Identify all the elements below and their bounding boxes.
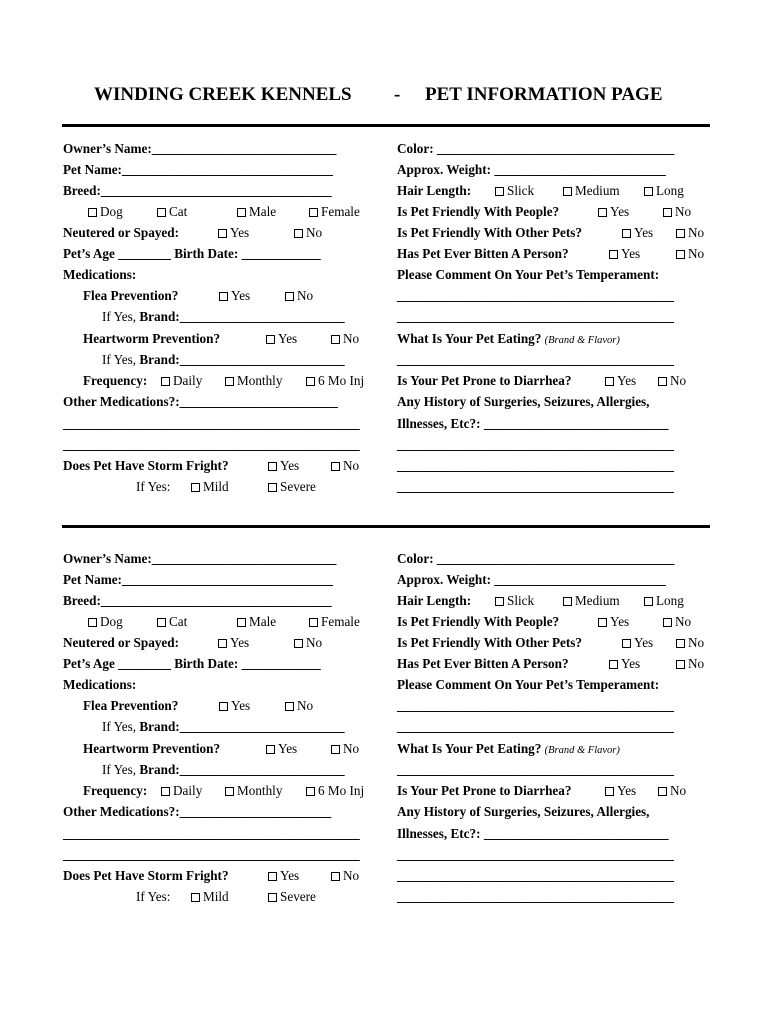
color-field[interactable]: Color: ____________________________________ <box>397 551 675 566</box>
eating-label <box>397 331 620 349</box>
middle-rule <box>62 525 710 528</box>
neutered-no-checkbox[interactable] <box>294 225 322 241</box>
checkbox-icon[interactable] <box>237 208 246 217</box>
checkbox-icon[interactable] <box>306 377 315 386</box>
illnesses-field[interactable]: Illnesses, Etc?: ____________________________ <box>397 826 669 841</box>
checkbox-icon[interactable] <box>309 208 318 217</box>
monthly-label: Monthly <box>237 783 283 798</box>
brand-label: Brand: <box>139 352 180 367</box>
checkbox-icon[interactable] <box>658 787 667 796</box>
checkbox-icon[interactable] <box>658 377 667 386</box>
blank-line[interactable]: _____________________________________________ <box>63 826 360 841</box>
checkbox-icon[interactable] <box>605 787 614 796</box>
checkbox-icon[interactable] <box>191 483 200 492</box>
if-yes-label: If Yes, <box>102 762 140 777</box>
no-label: No <box>688 225 705 240</box>
neutered-no-checkbox[interactable] <box>294 635 322 651</box>
eating-question: What Is Your Pet Eating? <box>397 331 542 346</box>
eating-note: (Brand & Flavor) <box>544 335 620 346</box>
checkbox-icon[interactable] <box>237 618 246 627</box>
blank-line[interactable]: _____________________________________________ <box>63 437 360 452</box>
checkbox-icon[interactable] <box>331 462 340 471</box>
checkbox-icon[interactable] <box>157 208 166 217</box>
heartworm-no-checkbox[interactable] <box>331 331 359 347</box>
mild-label: Mild <box>203 479 229 494</box>
cat-label: Cat <box>169 614 188 629</box>
brand-line[interactable]: _________________________ <box>179 719 345 734</box>
blank-line[interactable]: __________________________________________ <box>397 762 674 777</box>
hair-length-label: Hair Length: <box>397 593 472 608</box>
checkbox-icon[interactable] <box>219 702 228 711</box>
daily-label: Daily <box>173 783 203 798</box>
heartworm-yes-checkbox[interactable] <box>266 741 297 757</box>
checkbox-icon[interactable] <box>268 462 277 471</box>
medications-label: Medications: <box>63 267 137 282</box>
brand-label: Brand: <box>139 309 180 324</box>
pet-name-field[interactable]: Pet Name:________________________________ <box>63 162 333 177</box>
slick-label: Slick <box>507 593 535 608</box>
history-label: Any History of Surgeries, Seizures, Allergies, <box>397 804 650 819</box>
checkbox-icon[interactable] <box>218 229 227 238</box>
checkbox-icon[interactable] <box>266 335 275 344</box>
yes-label: Yes <box>230 635 250 650</box>
if-yes-label: If Yes, <box>102 352 140 367</box>
no-label: No <box>297 288 314 303</box>
blank-line[interactable]: __________________________________________ <box>397 698 674 713</box>
checkbox-icon[interactable] <box>294 639 303 648</box>
checkbox-icon[interactable] <box>218 639 227 648</box>
other-meds-field[interactable]: Other Medications?:________________________ <box>63 394 338 409</box>
checkbox-icon[interactable] <box>88 618 97 627</box>
yes-label: Yes <box>610 614 630 629</box>
bitten-label: Has Pet Ever Bitten A Person? <box>397 246 569 261</box>
blank-line[interactable]: __________________________________________ <box>397 458 674 473</box>
female-checkbox[interactable] <box>309 204 360 220</box>
storm-yes-checkbox[interactable] <box>268 868 299 884</box>
checkbox-icon[interactable] <box>268 872 277 881</box>
flea-brand-field[interactable] <box>102 309 345 325</box>
daily-label: Daily <box>173 373 203 388</box>
long-label: Long <box>656 183 684 198</box>
friendly-pets-yes-checkbox[interactable] <box>622 635 653 651</box>
neutered-yes-checkbox[interactable] <box>218 635 249 651</box>
no-label: No <box>688 656 705 671</box>
flea-yes-checkbox[interactable] <box>219 698 250 714</box>
eating-question: What Is Your Pet Eating? <box>397 741 542 756</box>
owner-name-field[interactable]: Owner’s Name:____________________________ <box>63 141 337 156</box>
frequency-label: Frequency: <box>83 783 148 798</box>
yes-label: Yes <box>634 635 654 650</box>
yes-label: Yes <box>278 331 298 346</box>
blank-line[interactable]: __________________________________________ <box>397 479 674 494</box>
yes-label: Yes <box>280 458 300 473</box>
checkbox-icon[interactable] <box>676 639 685 648</box>
female-checkbox[interactable] <box>309 614 360 630</box>
checkbox-icon[interactable] <box>266 745 275 754</box>
slick-checkbox[interactable] <box>495 183 534 199</box>
pet-form-1 <box>0 141 770 521</box>
storm-no-checkbox[interactable] <box>331 868 359 884</box>
dog-checkbox[interactable] <box>88 614 123 630</box>
checkbox-icon[interactable] <box>161 377 170 386</box>
mild-label: Mild <box>203 889 229 904</box>
checkbox-icon[interactable] <box>285 292 294 301</box>
yes-label: Yes <box>621 656 641 671</box>
severe-label: Severe <box>280 479 316 494</box>
brand-line[interactable]: _________________________ <box>179 309 345 324</box>
storm-if-yes-label: If Yes: <box>136 889 171 904</box>
checkbox-icon[interactable] <box>331 872 340 881</box>
yes-label: Yes <box>617 783 637 798</box>
checkbox-icon[interactable] <box>598 618 607 627</box>
heartworm-label: Heartworm Prevention? <box>83 331 221 346</box>
checkbox-icon[interactable] <box>644 597 653 606</box>
checkbox-icon[interactable] <box>157 618 166 627</box>
yes-label: Yes <box>278 741 298 756</box>
checkbox-icon[interactable] <box>676 250 685 259</box>
pet-name-field[interactable]: Pet Name:________________________________ <box>63 572 333 587</box>
medium-checkbox[interactable] <box>563 183 620 199</box>
checkbox-icon[interactable] <box>306 787 315 796</box>
friendly-people-no-checkbox[interactable] <box>663 204 691 220</box>
mild-checkbox[interactable] <box>191 889 229 905</box>
daily-checkbox[interactable] <box>161 373 202 389</box>
checkbox-icon[interactable] <box>285 702 294 711</box>
checkbox-icon[interactable] <box>676 660 685 669</box>
slick-label: Slick <box>507 183 535 198</box>
kennel-name: WINDING CREEK KENNELS <box>94 84 352 105</box>
checkbox-icon[interactable] <box>622 229 631 238</box>
diarrhea-label: Is Your Pet Prone to Diarrhea? <box>397 373 572 388</box>
medium-label: Medium <box>575 183 620 198</box>
weight-field[interactable]: Approx. Weight: __________________________ <box>397 162 666 177</box>
blank-line[interactable]: __________________________________________ <box>397 868 674 883</box>
checkbox-icon[interactable] <box>219 292 228 301</box>
temperament-label: Please Comment On Your Pet’s Temperament: <box>397 677 660 692</box>
flea-label: Flea Prevention? <box>83 288 179 303</box>
medications-label: Medications: <box>63 677 137 692</box>
six-mo-checkbox[interactable] <box>306 783 364 799</box>
friendly-pets-no-checkbox[interactable] <box>676 635 704 651</box>
checkbox-icon[interactable] <box>563 597 572 606</box>
monthly-checkbox[interactable] <box>225 783 282 799</box>
checkbox-icon[interactable] <box>309 618 318 627</box>
six-mo-checkbox[interactable] <box>306 373 364 389</box>
checkbox-icon[interactable] <box>268 483 277 492</box>
friendly-people-label: Is Pet Friendly With People? <box>397 204 560 219</box>
checkbox-icon[interactable] <box>268 893 277 902</box>
page-title <box>62 84 712 112</box>
dog-label: Dog <box>100 614 123 629</box>
heartworm-brand-field[interactable] <box>102 762 345 778</box>
checkbox-icon[interactable] <box>225 377 234 386</box>
no-label: No <box>675 204 692 219</box>
checkbox-icon[interactable] <box>495 597 504 606</box>
medium-label: Medium <box>575 593 620 608</box>
no-label: No <box>670 373 687 388</box>
bitten-no-checkbox[interactable] <box>676 246 704 262</box>
cat-checkbox[interactable] <box>157 614 187 630</box>
breed-field[interactable]: Breed:___________________________________ <box>63 183 332 198</box>
age-birthdate-field[interactable]: Pet’s Age ________ Birth Date: ____________ <box>63 656 321 671</box>
flea-yes-checkbox[interactable] <box>219 288 250 304</box>
hair-length-label: Hair Length: <box>397 183 472 198</box>
blank-line[interactable]: __________________________________________ <box>397 309 674 324</box>
long-label: Long <box>656 593 684 608</box>
diarrhea-yes-checkbox[interactable] <box>605 373 636 389</box>
checkbox-icon[interactable] <box>676 229 685 238</box>
blank-line[interactable]: __________________________________________ <box>397 719 674 734</box>
medium-checkbox[interactable] <box>563 593 620 609</box>
female-label: Female <box>321 204 360 219</box>
female-label: Female <box>321 614 360 629</box>
checkbox-icon[interactable] <box>663 618 672 627</box>
yes-label: Yes <box>231 288 251 303</box>
blank-line[interactable]: __________________________________________ <box>397 847 674 862</box>
color-field[interactable]: Color: ____________________________________ <box>397 141 675 156</box>
checkbox-icon[interactable] <box>88 208 97 217</box>
flea-brand-field[interactable] <box>102 719 345 735</box>
storm-fright-label: Does Pet Have Storm Fright? <box>63 868 229 883</box>
weight-field[interactable]: Approx. Weight: __________________________ <box>397 572 666 587</box>
male-label: Male <box>249 204 277 219</box>
yes-label: Yes <box>617 373 637 388</box>
checkbox-icon[interactable] <box>563 187 572 196</box>
checkbox-icon[interactable] <box>225 787 234 796</box>
male-label: Male <box>249 614 277 629</box>
cat-label: Cat <box>169 204 188 219</box>
heartworm-brand-field[interactable] <box>102 352 345 368</box>
illnesses-field[interactable]: Illnesses, Etc?: ____________________________ <box>397 416 669 431</box>
male-checkbox[interactable] <box>237 614 276 630</box>
age-birthdate-field[interactable]: Pet’s Age ________ Birth Date: ____________ <box>63 246 321 261</box>
no-label: No <box>688 635 705 650</box>
if-yes-label: If Yes, <box>102 309 140 324</box>
blank-line[interactable]: __________________________________________ <box>397 437 674 452</box>
diarrhea-yes-checkbox[interactable] <box>605 783 636 799</box>
slick-checkbox[interactable] <box>495 593 534 609</box>
heartworm-label: Heartworm Prevention? <box>83 741 221 756</box>
six-mo-label: 6 Mo Inj <box>318 783 365 798</box>
top-rule <box>62 124 710 127</box>
friendly-people-yes-checkbox[interactable] <box>598 204 629 220</box>
yes-label: Yes <box>634 225 654 240</box>
daily-checkbox[interactable] <box>161 783 202 799</box>
checkbox-icon[interactable] <box>331 335 340 344</box>
blank-line[interactable]: __________________________________________ <box>397 889 674 904</box>
no-label: No <box>675 614 692 629</box>
neutered-yes-checkbox[interactable] <box>218 225 249 241</box>
bitten-yes-checkbox[interactable] <box>609 656 640 672</box>
long-checkbox[interactable] <box>644 183 684 199</box>
checkbox-icon[interactable] <box>609 250 618 259</box>
checkbox-icon[interactable] <box>663 208 672 217</box>
no-label: No <box>688 246 705 261</box>
no-label: No <box>306 225 323 240</box>
checkbox-icon[interactable] <box>331 745 340 754</box>
bitten-yes-checkbox[interactable] <box>609 246 640 262</box>
severe-checkbox[interactable] <box>268 889 316 905</box>
no-label: No <box>306 635 323 650</box>
pet-form-2 <box>0 551 770 931</box>
dog-checkbox[interactable] <box>88 204 123 220</box>
eating-note: (Brand & Flavor) <box>544 745 620 756</box>
history-label: Any History of Surgeries, Seizures, Allergies, <box>397 394 650 409</box>
blank-line[interactable]: _____________________________________________ <box>63 416 360 431</box>
bitten-label: Has Pet Ever Bitten A Person? <box>397 656 569 671</box>
frequency-label: Frequency: <box>83 373 148 388</box>
no-label: No <box>343 458 360 473</box>
no-label: No <box>670 783 687 798</box>
blank-line[interactable]: __________________________________________ <box>397 352 674 367</box>
monthly-checkbox[interactable] <box>225 373 282 389</box>
checkbox-icon[interactable] <box>495 187 504 196</box>
long-checkbox[interactable] <box>644 593 684 609</box>
neutered-label: Neutered or Spayed: <box>63 635 179 650</box>
breed-field[interactable]: Breed:___________________________________ <box>63 593 332 608</box>
bitten-no-checkbox[interactable] <box>676 656 704 672</box>
no-label: No <box>343 331 360 346</box>
diarrhea-no-checkbox[interactable] <box>658 783 686 799</box>
heartworm-no-checkbox[interactable] <box>331 741 359 757</box>
friendly-people-yes-checkbox[interactable] <box>598 614 629 630</box>
owner-name-field[interactable]: Owner’s Name:____________________________ <box>63 551 337 566</box>
checkbox-icon[interactable] <box>605 377 614 386</box>
storm-yes-checkbox[interactable] <box>268 458 299 474</box>
eating-label <box>397 741 620 759</box>
cat-checkbox[interactable] <box>157 204 187 220</box>
friendly-pets-label: Is Pet Friendly With Other Pets? <box>397 635 582 650</box>
neutered-label: Neutered or Spayed: <box>63 225 179 240</box>
yes-label: Yes <box>610 204 630 219</box>
brand-label: Brand: <box>139 762 180 777</box>
checkbox-icon[interactable] <box>644 187 653 196</box>
storm-if-yes-label: If Yes: <box>136 479 171 494</box>
friendly-people-no-checkbox[interactable] <box>663 614 691 630</box>
blank-line[interactable]: __________________________________________ <box>397 288 674 303</box>
checkbox-icon[interactable] <box>294 229 303 238</box>
yes-label: Yes <box>230 225 250 240</box>
male-checkbox[interactable] <box>237 204 276 220</box>
severe-checkbox[interactable] <box>268 479 316 495</box>
brand-label: Brand: <box>139 719 180 734</box>
yes-label: Yes <box>280 868 300 883</box>
dog-label: Dog <box>100 204 123 219</box>
diarrhea-no-checkbox[interactable] <box>658 373 686 389</box>
friendly-pets-label: Is Pet Friendly With Other Pets? <box>397 225 582 240</box>
no-label: No <box>297 698 314 713</box>
flea-no-checkbox[interactable] <box>285 698 313 714</box>
friendly-pets-yes-checkbox[interactable] <box>622 225 653 241</box>
friendly-people-label: Is Pet Friendly With People? <box>397 614 560 629</box>
other-meds-field[interactable]: Other Medications?:_______________________ <box>63 804 332 819</box>
severe-label: Severe <box>280 889 316 904</box>
six-mo-label: 6 Mo Inj <box>318 373 365 388</box>
page-heading: PET INFORMATION PAGE <box>425 84 663 105</box>
yes-label: Yes <box>231 698 251 713</box>
diarrhea-label: Is Your Pet Prone to Diarrhea? <box>397 783 572 798</box>
if-yes-label: If Yes, <box>102 719 140 734</box>
heartworm-yes-checkbox[interactable] <box>266 331 297 347</box>
monthly-label: Monthly <box>237 373 283 388</box>
yes-label: Yes <box>621 246 641 261</box>
temperament-label: Please Comment On Your Pet’s Temperament: <box>397 267 660 282</box>
brand-line[interactable]: _________________________ <box>179 762 345 777</box>
storm-no-checkbox[interactable] <box>331 458 359 474</box>
checkbox-icon[interactable] <box>622 639 631 648</box>
friendly-pets-no-checkbox[interactable] <box>676 225 704 241</box>
storm-fright-label: Does Pet Have Storm Fright? <box>63 458 229 473</box>
checkbox-icon[interactable] <box>598 208 607 217</box>
checkbox-icon[interactable] <box>161 787 170 796</box>
title-separator: - <box>394 84 401 105</box>
blank-line[interactable]: _____________________________________________ <box>63 847 360 862</box>
checkbox-icon[interactable] <box>609 660 618 669</box>
flea-no-checkbox[interactable] <box>285 288 313 304</box>
brand-line[interactable]: _________________________ <box>179 352 345 367</box>
no-label: No <box>343 741 360 756</box>
mild-checkbox[interactable] <box>191 479 229 495</box>
no-label: No <box>343 868 360 883</box>
checkbox-icon[interactable] <box>191 893 200 902</box>
flea-label: Flea Prevention? <box>83 698 179 713</box>
